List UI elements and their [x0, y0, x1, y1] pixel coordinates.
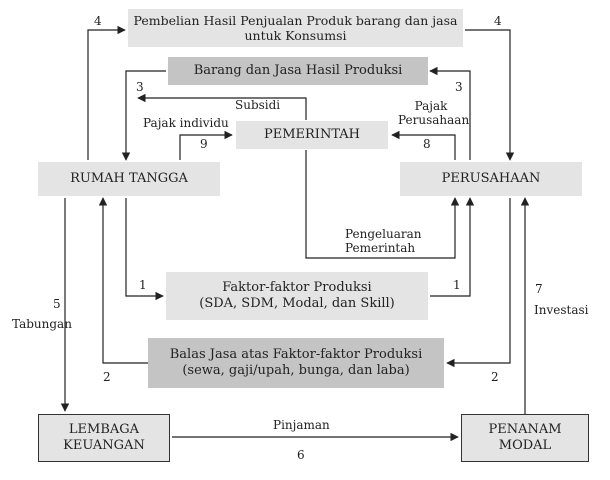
subsidy-label: Subsidi — [235, 98, 281, 112]
loan-label: Pinjaman — [273, 418, 330, 432]
corporate-tax-line1: Pajak — [414, 99, 448, 113]
number-2-left: 2 — [103, 370, 111, 384]
number-8: 8 — [423, 137, 431, 151]
flow-4-right — [465, 30, 510, 160]
investor-line2: MODAL — [498, 438, 552, 453]
financial-line2: KEUANGAN — [63, 438, 145, 453]
gov-spending-line1: Pengeluaran — [345, 227, 422, 241]
gov-spending-line2: Pemerintah — [345, 240, 416, 255]
number-9: 9 — [200, 137, 208, 151]
consumption-line2: untuk Konsumsi — [244, 28, 347, 43]
flow-4-left — [88, 30, 125, 160]
company-label: PERUSAHAAN — [441, 171, 541, 187]
corporate-tax-line2: Perusahaan — [398, 112, 470, 127]
household-label: RUMAH TANGGA — [70, 171, 188, 187]
company-box — [400, 162, 582, 196]
flow-1-right — [430, 198, 470, 296]
financial-line1: LEMBAGA — [68, 422, 140, 438]
investor-box — [461, 414, 589, 462]
number-1-left: 1 — [139, 278, 147, 292]
factors-line1: Faktor-faktor Produksi — [222, 280, 372, 296]
remuneration-box — [148, 338, 444, 388]
savings-label: Tabungan — [12, 317, 72, 331]
corporate-tax-label — [398, 99, 470, 128]
number-7: 7 — [535, 282, 543, 296]
government-box — [236, 121, 388, 149]
remuneration-line2: (sewa, gaji/upah, bunga, dan laba) — [182, 363, 410, 378]
number-4-right: 4 — [494, 14, 502, 28]
number-1-right: 1 — [453, 278, 461, 292]
number-3-right: 3 — [455, 80, 463, 94]
number-4-left: 4 — [94, 14, 102, 28]
number-5: 5 — [53, 297, 61, 311]
factors-line2: (SDA, SDM, Modal, dan Skill) — [199, 296, 395, 311]
goods-box — [168, 57, 428, 85]
number-3-left: 3 — [136, 80, 144, 94]
government-label: PEMERINTAH — [263, 127, 361, 143]
financial-institution-box — [38, 414, 170, 462]
household-box — [38, 162, 220, 196]
remuneration-line1: Balas Jasa atas Faktor-faktor Produksi — [169, 347, 423, 363]
personal-tax-label: Pajak individu — [143, 116, 229, 130]
consumption-box — [128, 9, 463, 47]
investor-line1: PENANAM — [488, 422, 562, 438]
investment-label: Investasi — [534, 303, 589, 317]
factors-box — [166, 272, 428, 320]
number-6: 6 — [297, 448, 305, 462]
number-2-right: 2 — [491, 370, 499, 384]
consumption-line1: Pembelian Hasil Penjualan Produk barang dan jasa — [133, 13, 458, 28]
goods-label: Barang dan Jasa Hasil Produksi — [193, 63, 403, 79]
gov-spending-label — [345, 227, 422, 256]
